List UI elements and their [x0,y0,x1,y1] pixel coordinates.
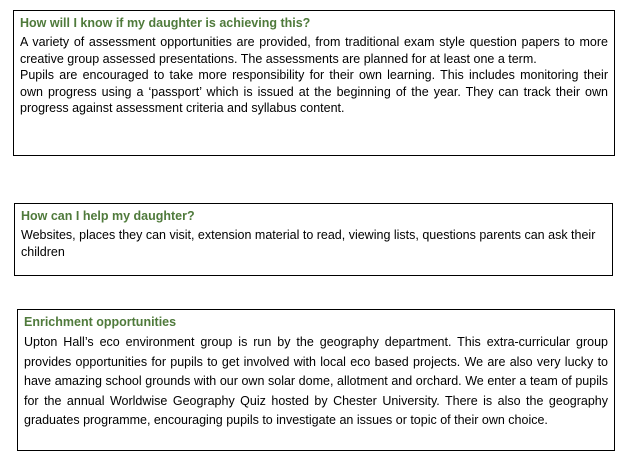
enrichment-heading: Enrichment opportunities [24,315,177,329]
enrichment-paragraph: Upton Hall’s eco environment group is run by the geography department. This extra-curricular group provides opportunities for pupils to get involved with local eco based projects. We are also very lucky to have amazing school grounds with our own solar dome, allotment and orchard. We enter a team of pupils for the annual Worldwise Geography Quiz hosted by Chester University. There is also the geography graduates programme, encouraging pupils to investigate an issues or topic of their own choice. [24,335,608,428]
assessment-heading: How will I know if my daughter is achieving this? [20,16,311,30]
assessment-paragraph-1: A variety of assessment opportunities are provided, from traditional exam style question papers to more creative group assessed presentations. The assessments are planned for at least one a term. [20,35,608,66]
help-paragraph: Websites, places they can visit, extension material to read, viewing lists, questions parents can ask their children [21,228,596,259]
help-heading: How can I help my daughter? [21,209,195,223]
help-section [14,203,613,276]
enrichment-section [17,309,615,451]
assessment-paragraph-2: Pupils are encouraged to take more responsibility for their own learning. This includes monitoring their own progress using a ‘passport’ which is issued at the beginning of the year. They can track their own progress against assessment criteria and syllabus content. [20,68,608,115]
assessment-section [13,10,615,156]
